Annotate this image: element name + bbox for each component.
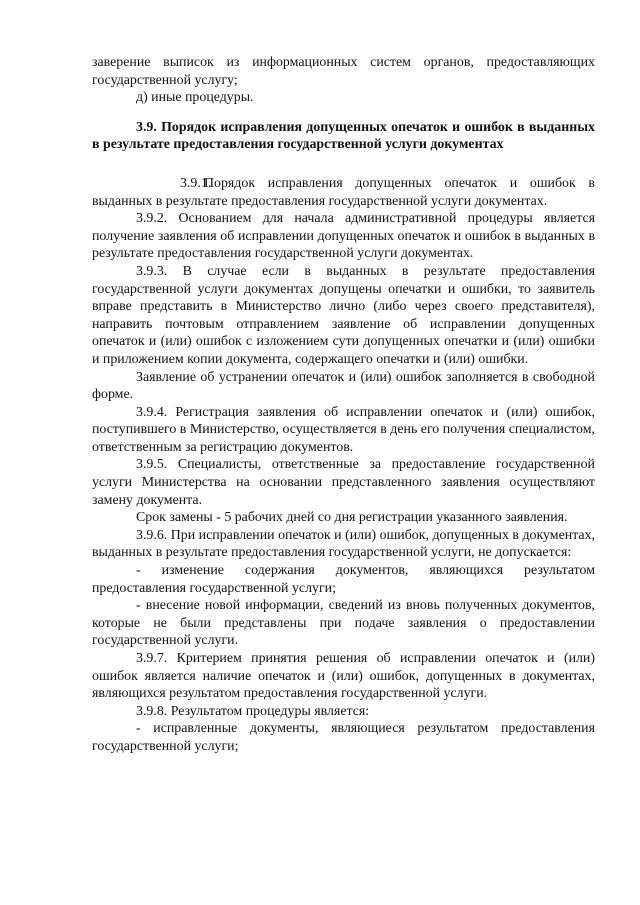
paragraph: - внесение новой информации, сведений из вновь полученных документов, которые не были представлены при подаче заявления о предоставлении государственной услуги. bbox=[92, 598, 595, 649]
paragraph-3-9-1 bbox=[92, 175, 595, 210]
paragraph: Заявление об устранении опечаток и (или) ошибок заполняется в свободной форме. bbox=[92, 369, 595, 403]
paragraph: 3.9.5. Специалисты, ответственные за предоставление государственной услуги Министерства на основании представленного заявления осуществляют замену документа. bbox=[92, 457, 595, 508]
paragraph: - изменение содержания документов, являющихся результатом предоставления государственной услуги; bbox=[92, 563, 595, 596]
paragraph: 3.9.7. Критерием принятия решения об исправлении опечаток и (или) ошибок является наличие опечаток и (или) ошибок, допущенных в документах, являющихся результатом предоставления государственной услуги. bbox=[92, 651, 595, 702]
paragraph: д) иные процедуры. bbox=[136, 90, 254, 106]
paragraph: 3.9.3. В случае если в выданных в результате предоставления государственной услуги документах допущены опечатки и ошибки, то заявитель вправе представить в Министерство лично (либо через своего представителя), направить почтовым отправлением заявление об исправлении допущенных опечаток и (или) ошибок с изложением сути допущенных опечатки и (или) ошибки и приложением копии документа, содержащего опечатки и (или) ошибки. bbox=[92, 263, 595, 367]
paragraph: - исправленные документы, являющиеся результатом предоставления государственной услуги; bbox=[92, 721, 595, 754]
section-heading: 3.9. Порядок исправления допущенных опечаток и ошибок в выданных в результате предоставления государственной услуги документах bbox=[92, 119, 595, 153]
paragraph: заверение выписок из информационных систем органов, предоставляющих государственной услугу; bbox=[92, 55, 595, 88]
document-page bbox=[92, 54, 595, 756]
paragraph: Срок замены - 5 рабочих дней со дня регистрации указанного заявления. bbox=[136, 510, 568, 526]
paragraph: 3.9.4. Регистрация заявления об исправлении опечаток и (или) ошибок, поступившего в Министерство, осуществляется в день его получения специалистом, ответственным за регистрацию документов. bbox=[92, 404, 595, 455]
paragraph: 3.9.2. Основанием для начала административной процедуры является получение заявления об исправлении допущенных опечаток и ошибок в выданных в результате предоставления государственной услуги документах. bbox=[92, 211, 595, 262]
paragraph: 3.9.6. При исправлении опечаток и (или) ошибок, допущенных в документах, выданных в результате предоставления государственной услуги, не допускается: bbox=[92, 527, 595, 561]
paragraph: 3.9.8. Результатом процедуры является: bbox=[136, 703, 370, 719]
clause-text: Порядок исправления допущенных опечаток и ошибок в выданных в результате предоставления государственной услуги документах. bbox=[92, 175, 595, 209]
clause-number: 3.9.1. bbox=[180, 175, 212, 191]
